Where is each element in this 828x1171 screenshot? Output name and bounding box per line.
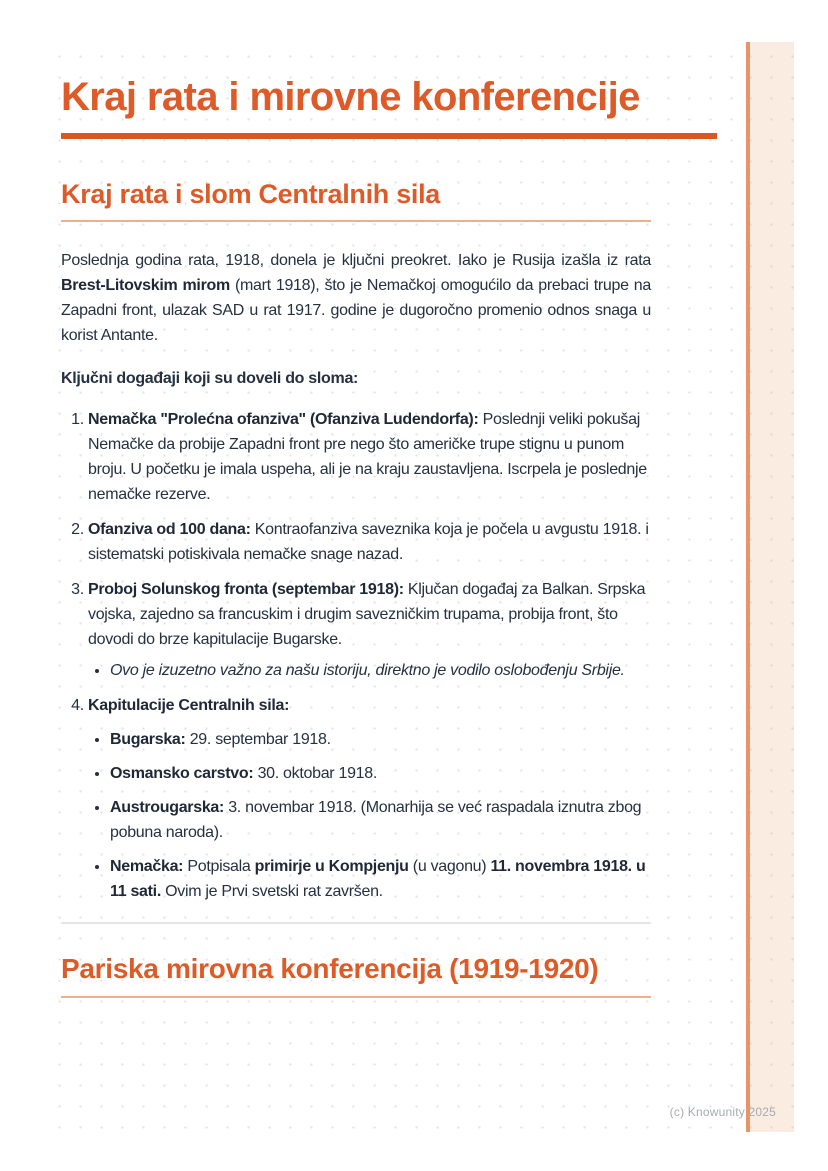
capitulation-bold-armistice-date: 11. novembra 1918. u 11 sati.	[110, 858, 646, 900]
event-lead: Ofanziva od 100 dana:	[88, 521, 251, 538]
intro-text-1: Poslednja godina rata, 1918, donela je ključni preokret. Iako je Rusija izašla iz rata	[61, 252, 651, 269]
intro-bold-brest-litovsk: Brest-Litovskim mirom	[61, 277, 230, 294]
key-events-list	[61, 407, 651, 904]
notes-sheet	[42, 42, 794, 1132]
event-lead: Nemačka "Prolećna ofanziva" (Ofanziva Ludendorfa):	[88, 411, 479, 428]
note-body	[61, 177, 651, 998]
capitulation-lead: Bugarska:	[110, 731, 186, 748]
capitulation-ottoman	[110, 761, 651, 786]
intro-text-2: (mart 1918), što je Nemačkoj omogućilo da prebaci trupe na Zapadni front, ulazak SAD u rat 1917. godine je dugoročno promenio odnos snaga u korist Antante.	[61, 277, 651, 344]
event-note-list	[88, 658, 651, 683]
event-item-salonika-front	[88, 577, 651, 683]
capitulation-germany	[110, 854, 651, 904]
event-note-serbia: • Ovo je izuzetno važno za našu istoriju, direktno je vodilo oslobođenju Srbije.	[110, 658, 651, 683]
capitulation-text: 3. novembar 1918. (Monarhija se već raspadala iznutra zbog pobuna naroda).	[110, 799, 642, 841]
capitulation-lead: Austrougarska:	[110, 799, 225, 816]
intro-paragraph	[61, 248, 651, 348]
capitulation-lead: Osmansko carstvo:	[110, 765, 254, 782]
capitulation-text: 30. oktobar 1918.	[253, 765, 378, 782]
event-lead: Kapitulacije Centralnih sila:	[88, 697, 290, 714]
capitulation-bulgaria	[110, 727, 651, 752]
capitulation-text: Ovim je Prvi svetski rat završen.	[160, 883, 383, 900]
capitulations-list	[88, 727, 651, 904]
knowunity-watermark: (c) Knowunity 2025	[669, 1105, 776, 1119]
section-heading-paris-conference: Pariska mirovna konferencija (1919-1920)	[61, 950, 651, 998]
capitulation-bold-compiegne: primirje u Kompjenju	[254, 858, 409, 875]
event-item-capitulations	[88, 693, 651, 904]
note-content	[61, 42, 717, 998]
event-item-hundred-days	[88, 517, 651, 567]
capitulation-lead: Nemačka:	[110, 858, 184, 875]
event-text: Ključan događaj za Balkan. Srpska vojska, zajedno sa francuskim i drugim savezničkim trupama, probija front, što dovodi do brze kapitulacije Bugarske.	[88, 581, 646, 648]
event-text: Kontraofanziva saveznika koja je počela u avgustu 1918. i sistematski potiskivala nemačke snage nazad.	[88, 521, 649, 563]
event-lead: Proboj Solunskog fronta (septembar 1918):	[88, 581, 404, 598]
section-divider	[61, 922, 651, 924]
capitulation-austria-hungary	[110, 795, 651, 845]
right-accent-stripe	[746, 42, 794, 1132]
event-text: Poslednji veliki pokušaj Nemačke da probije Zapadni front pre nego što američke trupe stignu u punom broju. U početku je imala uspeha, ali je na kraju zaustavljena. Iscrpela je poslednje nemačke rezerve.	[88, 411, 647, 503]
page-title-text: Kraj rata i mirovne konferencije	[61, 75, 640, 119]
key-events-heading: Ključni događaji koji su doveli do sloma:	[61, 370, 359, 387]
capitulation-text: 29. septembar 1918.	[185, 731, 331, 748]
section-heading-end-of-war: Kraj rata i slom Centralnih sila	[61, 177, 651, 222]
capitulation-text: Potpisala	[183, 858, 255, 875]
event-item-spring-offensive	[88, 407, 651, 507]
page-title	[61, 72, 717, 139]
capitulation-text: (u vagonu)	[408, 858, 491, 875]
